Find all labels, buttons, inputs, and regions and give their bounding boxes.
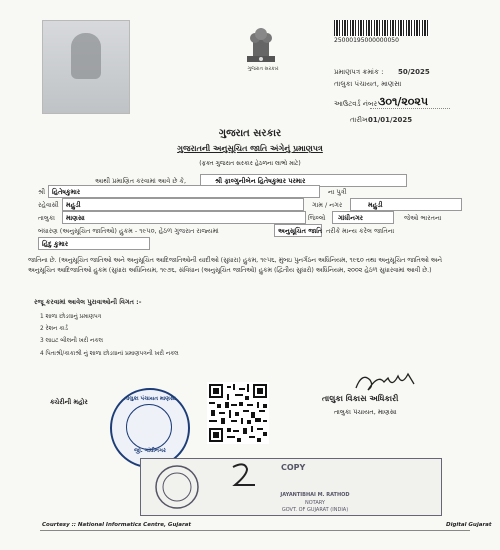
applicant-photo [42,20,130,114]
spouse-name-box [48,185,320,198]
copy-stamp-text: COPY [281,463,306,472]
office-seal [110,388,190,468]
taluka-box [62,211,306,224]
relation-suffix: ના પુત્રી [328,188,347,196]
district-value: ગાંધીનગર [338,214,364,222]
footer-brand: Digital Gujarat [446,522,492,528]
office-seal-label: ક્ચેરીની મહોર [50,398,88,406]
district-label: જિલ્લો [308,214,326,222]
notary-signature [227,461,261,491]
religion-value: હિંદુ કુમાર [42,240,69,248]
village-label: ગામ / નગર [312,201,343,209]
spouse-name: હિતેષકુમાર [52,188,81,196]
enclosure-item: 2 રેશન કાર્ડ [40,326,68,332]
caste-value: અનુસૂચિત જાતિ [278,227,323,235]
residence-box [62,198,304,211]
enclosure-item: 1 શાળા છોડવાનું પ્રમાણપત્ર [40,314,102,320]
state-label: જેઓ ભારતના [404,214,442,222]
certificate-title: ગુજરાતની અનુસૂચિત જાતિ અંગેનું પ્રમાણપત્ર [177,144,323,153]
certificate-note: (ફક્ત ગુજરાત સરકાર હેઠળના લાભો માટે) [199,160,301,167]
officer-signature [352,368,422,396]
residence-label: રહેવાસી [38,201,59,209]
taluka-label: તાલુકા [38,214,55,222]
enclosures-heading: રજૂ કરવામાં આવેલ પુરાવાઓની વિગત :- [34,298,142,306]
national-emblem-icon [241,22,281,66]
outward-no: ૩૦૧/૨૦૨૫ [378,95,429,108]
notary-name: JAYANTIBHAI M. RATHOD [280,492,350,498]
enclosure-item: 3 લાઇટ બીલની ખરી નકલ [40,338,103,344]
footer-courtesy: Courtesy :: National Informatics Centre, Gujarat [42,522,192,528]
legal-paragraph: જાતિના છે. (અનુસૂચિત જાતિઓ અને અનુસૂચિત આદિજાતિઓની યાદીઓ (સુધારા) હુકમ, ૧૯૫૬, મુંબઇ પુનર્ગઠન અધિનિયમ, ૧૯૬૦ તથા અનુસૂચિત જાતિઓ અને અનુસૂચિત આદિજાતિઓ હુકમ (સુધારા અધિનિયમ, ૧૯૭૬, સંવિધાન (અનુસૂચિત જાતિઓ) હુકમ (દ્વિતીય સુધારો) અધિનિયમ, ૨૦૦૨ હેઠળ સુધારવામાં આવી છે.) [28,257,442,274]
cert-no-value: 50/2025 [398,68,430,76]
village-value: મહુડી [368,201,383,209]
date-label: તારીખ : [350,116,373,124]
spouse-prefix: શ્રી [38,188,46,196]
seal-bottom-text: જી. ગાંધીનગર [134,448,166,454]
applicant-name: શ્રી ફાલ્ગુનીબેન હિતેષકુમાર પરમાર [215,177,306,185]
seal-ring-text: તાલુકા પંચાયત માણસા [124,396,176,402]
notary-round-seal [145,463,209,511]
certify-intro: આથી પ્રમાણિત કરવામાં આવે છે કે, [95,177,187,185]
cert-no-label: પ્રમાણપત્ર ક્રમાંક : [334,68,384,76]
office-line: તાલુકા પંચાયત, માણસા [334,80,402,88]
officer-title: તાલુકા વિકાસ અધિકારી [322,394,399,403]
notary-gov: GOVT. OF GUJARAT (INDIA) [281,507,349,513]
barcode-number: 25000195000000050 [334,37,399,44]
outward-dotline [370,108,450,109]
seal-inner-ring [126,404,172,450]
date-value: 01/01/2025 [368,116,413,124]
order-tail: તરીકે માન્ય કરેલ જાતિના [326,227,395,235]
officer-office: તાલુકા પંચાયત, માણસા [334,408,397,416]
emblem-caption: ગુજરાત સરકાર [247,66,279,72]
village-box [350,198,462,211]
notary-role: NOTARY [305,500,325,506]
taluka-value: માણસા [66,214,85,222]
barcode [334,20,430,36]
residence-value: મહુડી [66,201,81,209]
government-title: ગુજરાત સરકાર [218,128,282,139]
outward-label: આઉટવર્ડ નંબર [334,100,378,108]
qr-code [207,382,269,444]
enclosure-item: 4 પિતાશ્રી/કાકાશ્રી નું શાળા છોડવાનાં પ્રમાણપત્રની ખરી નકલ [40,351,179,357]
photo-silhouette [71,33,101,79]
order-text: બંધારણ (અનુસૂચિત જાતિઓ) હુકમ - ૧૯૫૦, હેઠળ ગુજરાત રાજ્યમાં [38,227,219,235]
footer-divider [40,530,470,531]
